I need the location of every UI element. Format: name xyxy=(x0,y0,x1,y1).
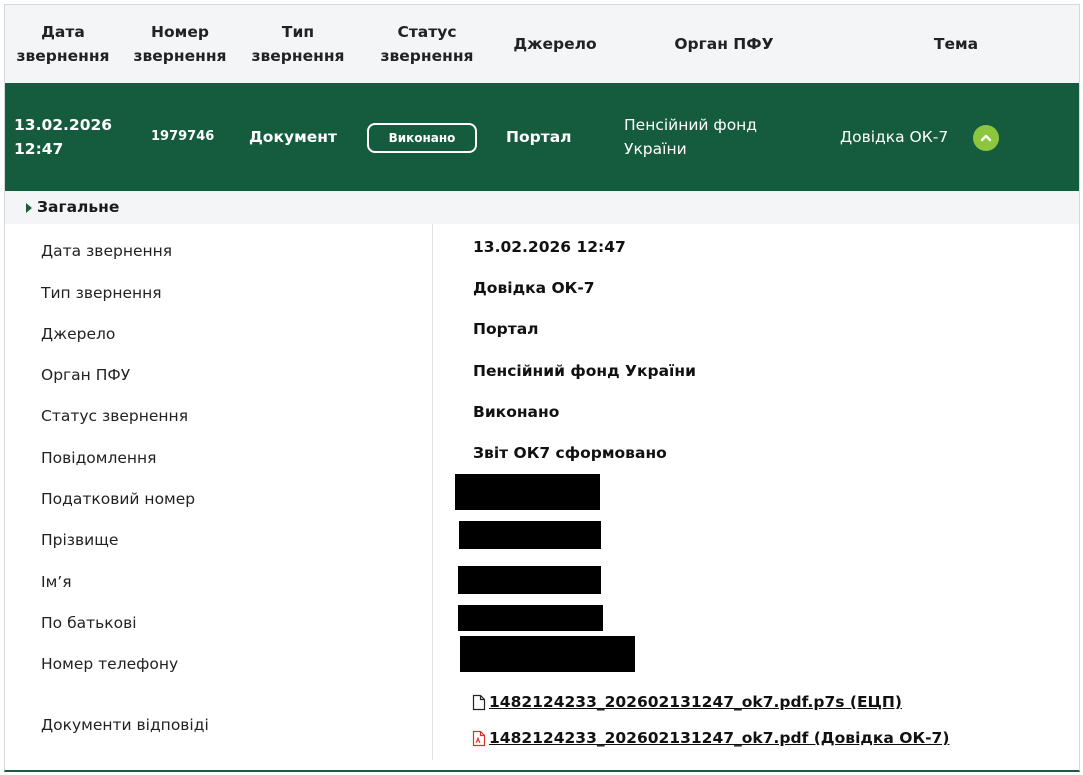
row-type: Документ xyxy=(249,128,337,146)
request-panel xyxy=(4,4,1080,772)
pdf-icon xyxy=(472,730,486,747)
status-badge: Виконано xyxy=(367,123,477,153)
column-divider xyxy=(432,224,433,760)
chevron-up-icon xyxy=(979,131,993,145)
redacted-tax-number xyxy=(455,474,600,510)
header-organ: Орган ПФУ xyxy=(674,35,774,53)
value-date: 13.02.2026 12:47 xyxy=(473,238,626,256)
label-surname: Прізвище xyxy=(41,531,119,549)
label-documents: Документи відповіді xyxy=(41,716,209,734)
row-date: 13.02.2026 12:47 xyxy=(14,116,113,158)
collapse-toggle-button[interactable] xyxy=(973,125,999,151)
section-general-header[interactable] xyxy=(5,191,1079,224)
label-date: Дата звернення xyxy=(41,242,173,260)
label-phone: Номер телефону xyxy=(41,655,179,673)
label-message: Повідомлення xyxy=(41,449,157,467)
redacted-surname xyxy=(459,521,601,549)
label-patronymic: По батькові xyxy=(41,614,137,632)
label-tax-number: Податковий номер xyxy=(41,490,196,508)
value-organ: Пенсійний фонд України xyxy=(473,362,696,380)
header-status: Статус звернення xyxy=(380,23,474,65)
value-status: Виконано xyxy=(473,403,560,421)
value-type: Довідка ОК-7 xyxy=(473,279,595,297)
label-type: Тип звернення xyxy=(41,284,162,302)
value-message: Звіт ОК7 сформовано xyxy=(473,444,667,462)
header-source: Джерело xyxy=(513,35,597,53)
header-type: Тип звернення xyxy=(251,23,345,65)
document-link-label: 1482124233_202602131247_ok7.pdf.p7s (ЕЦП) xyxy=(489,693,902,711)
table-row[interactable] xyxy=(5,83,1079,191)
label-organ: Орган ПФУ xyxy=(41,366,131,384)
row-source: Портал xyxy=(506,128,572,146)
redacted-patronymic xyxy=(458,605,603,631)
redacted-phone xyxy=(460,636,635,672)
header-date: Дата звернення xyxy=(16,23,110,65)
header-topic: Тема xyxy=(933,35,979,53)
value-source: Портал xyxy=(473,320,539,338)
redacted-name xyxy=(458,566,601,594)
document-link-signature[interactable] xyxy=(472,693,902,711)
row-number: 1979746 xyxy=(151,129,215,144)
label-source: Джерело xyxy=(41,325,116,343)
row-topic: Довідка ОК-7 xyxy=(840,128,949,146)
document-link-pdf[interactable] xyxy=(472,729,949,747)
label-name: Ім’я xyxy=(41,573,72,591)
table-header xyxy=(5,5,1079,83)
header-number: Номер звернення xyxy=(133,23,227,65)
document-link-label: 1482124233_202602131247_ok7.pdf (Довідка ОК-7) xyxy=(489,729,950,747)
row-organ: Пенсійний фонд України xyxy=(624,116,758,158)
label-status: Статус звернення xyxy=(41,407,189,425)
caret-right-icon xyxy=(26,203,32,213)
section-title: Загальне xyxy=(37,198,120,216)
file-icon xyxy=(472,694,486,711)
